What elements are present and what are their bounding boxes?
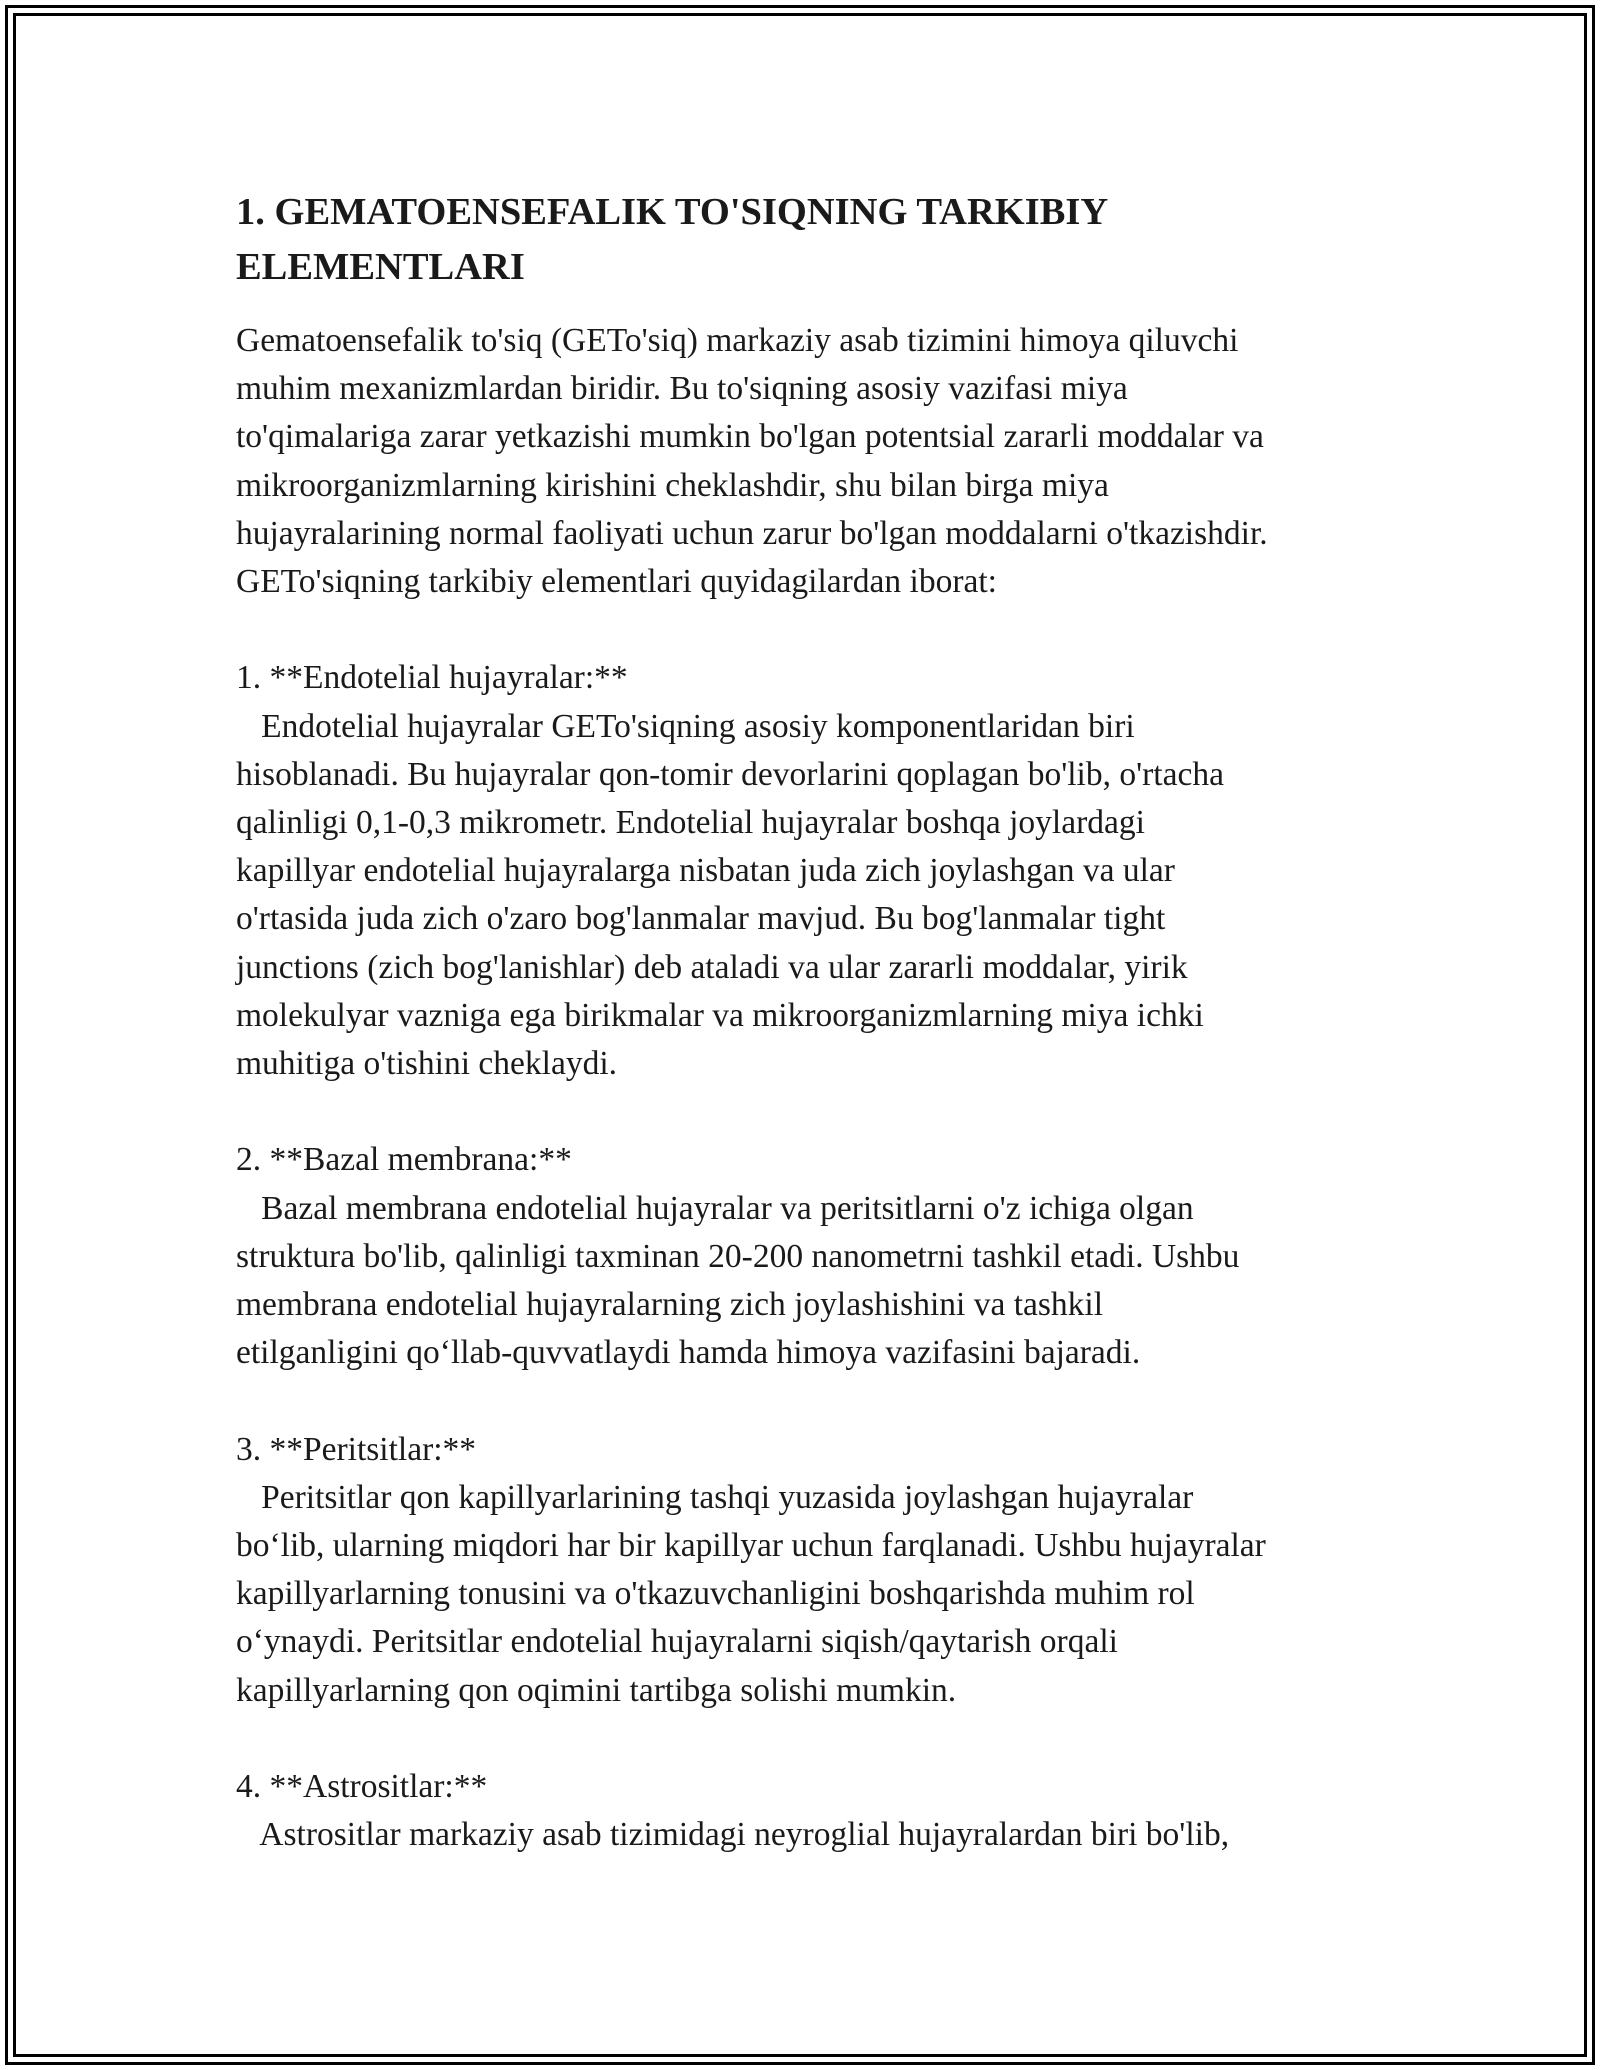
section-line: bo‘lib, ularning miqdori har bir kapillyar uchun farqlanadi. Ushbu hujayralar xyxy=(236,1527,1266,1565)
section-line: o'rtasida juda zich o'zaro bog'lanmalar mavjud. Bu bog'lanmalar tight xyxy=(236,900,1166,938)
heading-line: ELEMENTLARI xyxy=(236,246,525,288)
section-line: o‘ynaydi. Peritsitlar endotelial hujayralarni siqish/qaytarish orqali xyxy=(236,1623,1118,1661)
paragraph-gap xyxy=(236,1088,1386,1136)
section-endotelial xyxy=(236,654,1386,1088)
section-bazal-membrana xyxy=(236,1136,1386,1377)
document-body xyxy=(236,317,1386,1859)
section-line: etilganligini qo‘llab-quvvatlaydi hamda himoya vazifasini bajaradi. xyxy=(236,1334,1141,1372)
section-line: kapillyarlarning tonusini va o'tkazuvchanligini boshqarishda muhim rol xyxy=(236,1575,1195,1613)
section-title: 3. **Peritsitlar:** xyxy=(236,1430,477,1468)
section-line: Astrositlar markaziy asab tizimidagi neyroglial hujayralardan biri bo'lib, xyxy=(236,1816,1230,1854)
section-line: struktura bo'lib, qalinligi taxminan 20-200 nanometrni tashkil etadi. Ushbu xyxy=(236,1237,1240,1275)
heading-line: 1. GEMATOENSEFALIK TO'SIQNING TARKIBIY xyxy=(236,191,1109,233)
intro-line: hujayralarining normal faoliyati uchun zarur bo'lgan moddalarni o'tkazishdir. xyxy=(236,514,1268,552)
intro-line: muhim mexanizmlardan biridir. Bu to'siqning asosiy vazifasi miya xyxy=(236,370,1128,408)
section-line: qalinligi 0,1-0,3 mikrometr. Endotelial hujayralar boshqa joylardagi xyxy=(236,804,1145,842)
section-title: 1. **Endotelial hujayralar:** xyxy=(236,659,628,697)
section-line: hisoblanadi. Bu hujayralar qon-tomir devorlarini qoplagan bo'lib, o'rtacha xyxy=(236,755,1224,793)
section-line: kapillyar endotelial hujayralarga nisbatan juda zich joylashgan va ular xyxy=(236,852,1175,890)
section-line: membrana endotelial hujayralarning zich joylashishini va tashkil xyxy=(236,1286,1104,1324)
section-line: Bazal membrana endotelial hujayralar va peritsitlarni o'z ichiga olgan xyxy=(236,1189,1194,1227)
document-content xyxy=(236,185,1386,1859)
paragraph-gap xyxy=(236,1377,1386,1425)
section-peritsitlar xyxy=(236,1426,1386,1715)
intro-line: Gematoensefalik to'siq (GETo'siq) markaziy asab tizimini himoya qiluvchi xyxy=(236,322,1239,359)
section-line: Endotelial hujayralar GETo'siqning asosiy komponentlaridan biri xyxy=(236,707,1135,745)
intro-line: mikroorganizmlarning kirishini cheklashdir, shu bilan birga miya xyxy=(236,466,1109,504)
document-heading xyxy=(236,185,1386,295)
section-line: molekulyar vazniga ega birikmalar va mikroorganizmlarning miya ichki xyxy=(236,996,1204,1034)
paragraph-gap xyxy=(236,1715,1386,1763)
intro-paragraph xyxy=(236,317,1386,606)
paragraph-gap xyxy=(236,606,1386,654)
section-line: muhitiga o'tishini cheklaydi. xyxy=(236,1045,617,1083)
section-title: 2. **Bazal membrana:** xyxy=(236,1141,572,1179)
section-astrositlar xyxy=(236,1763,1386,1859)
section-title: 4. **Astrositlar:** xyxy=(236,1768,488,1806)
intro-line: GETo'siqning tarkibiy elementlari quyidagilardan iborat: xyxy=(236,563,997,601)
section-line: Peritsitlar qon kapillyarlarining tashqi yuzasida joylashgan hujayralar xyxy=(236,1478,1194,1516)
section-line: kapillyarlarning qon oqimini tartibga solishi mumkin. xyxy=(236,1671,957,1709)
intro-line: to'qimalariga zarar yetkazishi mumkin bo'lgan potentsial zararli moddalar va xyxy=(236,418,1264,456)
section-line: junctions (zich bog'lanishlar) deb ataladi va ular zararli moddalar, yirik xyxy=(236,948,1188,986)
